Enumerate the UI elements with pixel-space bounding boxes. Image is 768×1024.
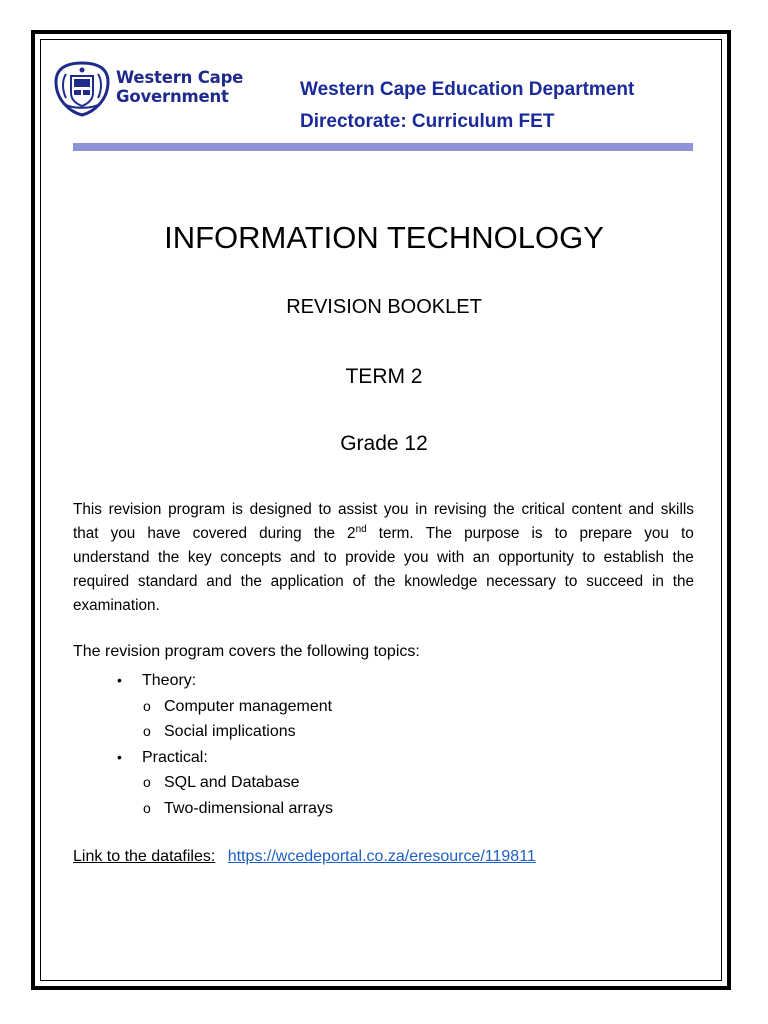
subtopic-label: Two-dimensional arrays: [164, 799, 333, 817]
word: key: [187, 549, 212, 566]
document-subtitle: REVISION BOOKLET: [286, 296, 482, 318]
sub-bullet: o: [143, 774, 151, 790]
sub-bullet: o: [143, 723, 151, 739]
word: covered: [192, 525, 248, 542]
paragraph-line-5: [73, 594, 694, 618]
word: an: [472, 549, 490, 566]
word: in: [415, 501, 428, 518]
word: and: [289, 549, 316, 566]
datafiles-link-label: Link to the datafiles:: [73, 848, 216, 865]
word: establish: [603, 549, 665, 566]
word: knowledge: [404, 573, 478, 590]
word: the: [158, 549, 180, 566]
word: opportunity: [498, 549, 574, 566]
word: application: [270, 573, 344, 590]
word: succeed: [586, 573, 644, 590]
bullet: •: [117, 672, 122, 688]
word: designed: [249, 501, 312, 518]
word: necessary: [486, 573, 556, 590]
subtopic-label: Computer management: [164, 697, 333, 715]
logo-line-1: Western Cape: [116, 68, 244, 87]
bullet: •: [117, 748, 122, 765]
word: revision: [108, 501, 162, 518]
coat-of-arms-icon: [52, 60, 112, 118]
word: the: [240, 573, 262, 590]
word: the: [672, 549, 694, 566]
topic-label: Theory:: [142, 672, 197, 689]
datafiles-link-row: [73, 848, 536, 866]
word: the: [313, 525, 335, 542]
word: the: [493, 501, 515, 518]
grade-label: Grade 12: [340, 432, 428, 455]
paragraph-line-2: [73, 522, 694, 546]
word: of: [352, 573, 366, 590]
word: term.: [378, 525, 414, 542]
sub-bullet: o: [143, 799, 151, 816]
word: to: [323, 549, 337, 566]
paragraph-line-3: [73, 546, 694, 570]
word: have: [147, 525, 181, 542]
word: assist: [338, 501, 378, 518]
word: concepts: [220, 549, 282, 566]
word: revising: [433, 501, 487, 518]
subtopic-label: SQL and Database: [164, 774, 300, 791]
word: provide: [345, 549, 396, 566]
word: program: [168, 501, 226, 518]
ordinal-suffix: nd: [355, 524, 367, 535]
word: standard: [137, 573, 198, 590]
word: the: [672, 573, 694, 590]
word: you: [110, 525, 136, 542]
word: to: [318, 501, 332, 518]
department-heading: [300, 74, 634, 138]
department-name: Western Cape Education Department: [300, 79, 635, 100]
word: is: [531, 525, 543, 542]
word: examination.: [73, 597, 160, 614]
logo-wordmark: [116, 68, 243, 106]
word: prepare: [579, 525, 633, 542]
term-label: TERM 2: [345, 365, 423, 388]
datafiles-link[interactable]: https://wcedeportal.co.za/eresource/119811: [227, 848, 536, 865]
subtopic-label: Social implications: [164, 723, 296, 740]
paragraph-line-1: [73, 498, 694, 522]
directorate-name: Directorate: Curriculum FET: [300, 111, 555, 132]
word: you: [644, 525, 669, 542]
word: to: [681, 525, 694, 542]
word: to: [554, 525, 568, 542]
word: you: [383, 501, 409, 518]
intro-paragraph: [73, 498, 694, 618]
word: understand: [73, 549, 150, 566]
ordinal: [347, 522, 367, 546]
word: you: [403, 549, 429, 566]
word: content: [571, 501, 622, 518]
word: to: [582, 549, 596, 566]
word: This: [73, 501, 102, 518]
header-divider: [73, 143, 693, 151]
word: is: [231, 501, 243, 518]
word: that: [73, 525, 99, 542]
word: critical: [521, 501, 565, 518]
logo-line-2: Government: [116, 87, 229, 106]
word: required: [73, 573, 130, 590]
word: The: [425, 525, 453, 542]
word: the: [374, 573, 396, 590]
western-cape-government-logo: [52, 60, 252, 120]
word: in: [652, 573, 664, 590]
word: with: [437, 549, 465, 566]
topics-intro: The revision program covers the following topics:: [73, 643, 420, 660]
word: and: [628, 501, 654, 518]
topic-label: Practical:: [142, 748, 208, 766]
document-title: INFORMATION TECHNOLOGY: [164, 220, 604, 255]
word: purpose: [464, 525, 520, 542]
ordinal-number: 2: [347, 525, 356, 542]
word: to: [564, 573, 578, 590]
word: skills: [660, 501, 694, 518]
paragraph-line-4: [73, 570, 694, 594]
word: during: [259, 525, 302, 542]
word: and: [206, 573, 232, 590]
sub-bullet: o: [143, 697, 151, 714]
